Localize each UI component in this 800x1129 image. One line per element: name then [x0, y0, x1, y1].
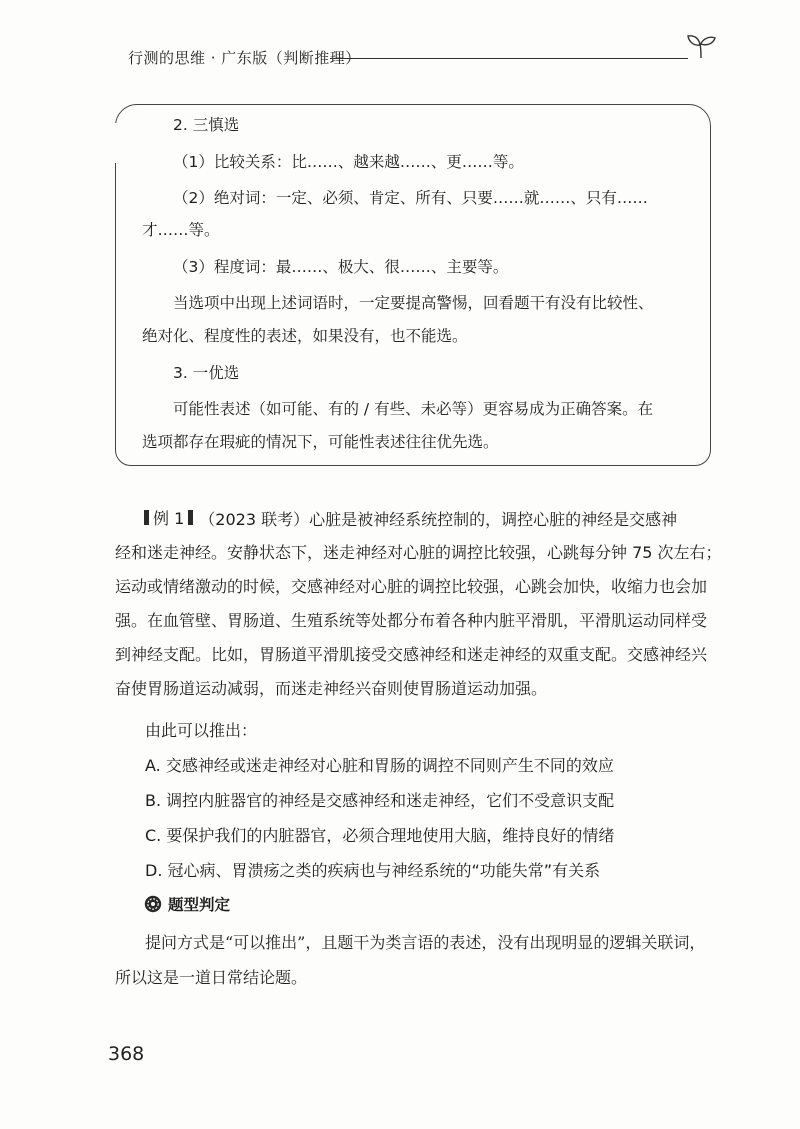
running-header-title: 行测的思维 · 广东版（判断推理） [128, 49, 361, 67]
badge-icon [144, 895, 162, 913]
example-source: （2023 联考） [199, 510, 310, 529]
bracket-mark-icon [188, 510, 193, 525]
example-stem-line: 奋使胃肠道运动减弱，而迷走神经兴奋则使胃肠道运动加强。 [115, 679, 548, 698]
tip-line: 当选项中出现上述词语时，一定要提高警惕，回看题干有没有比较性、 [173, 294, 654, 312]
option-d: D. 冠心病、胃溃疡之类的疾病也与神经系统的“功能失常”有关系 [145, 861, 601, 880]
example-label: 例 1 [144, 506, 193, 529]
example-stem-line: 到神经支配。比如，胃肠道平滑肌接受交感神经和迷走神经的双重支配。交感神经兴 [115, 645, 708, 664]
tip-heading-three-cautious: 2. 三慎选 [173, 116, 240, 134]
tip-line: 选项都存在瑕疵的情况下，可能性表述往往优先选。 [142, 433, 499, 451]
example-stem-line: 经和迷走神经。安静状态下，迷走神经对心脏的调控比较强，心跳每分钟 75 次左右； [115, 543, 722, 562]
tip-line: 绝对化、程度性的表述，如果没有，也不能选。 [142, 327, 468, 345]
example-stem-line: 运动或情绪激动的时候，交感神经对心脏的调控比较强，心跳会加快，收缩力也会加 [115, 577, 708, 596]
option-b: B. 调控内脏器官的神经是交感神经和迷走神经，它们不受意识支配 [145, 791, 615, 810]
tip-line: （2）绝对词：一定、必须、肯定、所有、只要……就……、只有…… [173, 189, 648, 207]
tip-line: （3）程度词：最……、极大、很……、主要等。 [173, 258, 509, 276]
example-first-line [144, 506, 677, 530]
tip-box [115, 104, 711, 466]
page-number: 368 [108, 1043, 145, 1065]
tip-line: （1）比较关系：比……、越来越……、更……等。 [173, 153, 524, 171]
tip-line: 可能性表述（如可能、有的 / 有些、未必等）更容易成为正确答案。在 [173, 400, 654, 418]
example-stem-line: 心脏是被神经系统控制的，调控心脏的神经是交感神 [309, 510, 678, 529]
option-c: C. 要保护我们的内脏器官，必须合理地使用大脑，维持良好的情绪 [145, 826, 615, 845]
judgement-line: 所以这是一道日常结论题。 [115, 968, 308, 987]
section-title-judgement: 题型判定 [168, 896, 231, 914]
example-stem-line: 强。在血管壁、胃肠道、生殖系统等处都分布着各种内脏平滑肌，平滑肌运动同样受 [115, 611, 708, 630]
tip-heading-one-priority: 3. 一优选 [173, 364, 240, 382]
bracket-mark-icon [144, 510, 149, 525]
question-prompt: 由此可以推出： [145, 721, 258, 740]
option-a: A. 交感神经或迷走神经对心脏和胃肠的调控不同则产生不同的效应 [145, 756, 614, 775]
sprout-icon [684, 32, 718, 60]
judgement-line: 提问方式是“可以推出”，且题干为类言语的表述，没有出现明显的逻辑关联词， [145, 933, 706, 952]
header-rule [330, 58, 688, 59]
tip-line: 才……等。 [142, 221, 220, 239]
